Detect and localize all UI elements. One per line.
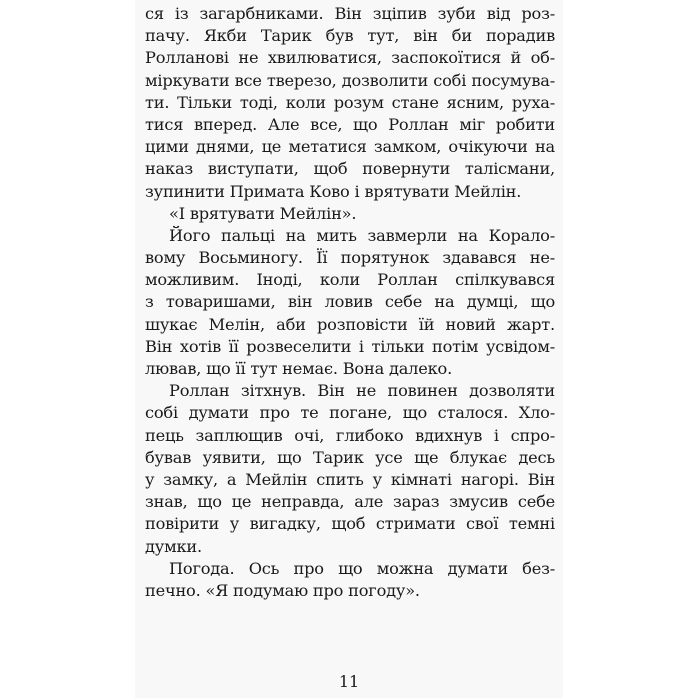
text-line: тися вперед. Але все, що Роллан міг робити [145, 114, 555, 134]
text-line: Ролланові не хвилюватися, заспокоїтися й об- [145, 48, 555, 68]
text-line: ся із загарбниками. Він зціпив зуби від роз- [145, 4, 555, 23]
text-line: цими днями, це метатися замком, очікуючи на [145, 137, 555, 157]
text-line: пець заплющив очі, глибоко вдихнув і спро- [145, 425, 555, 445]
text-line: Погода. Ось про що можна думати без- [169, 558, 555, 578]
text-line: можливим. Іноді, коли Роллан спілкувався [145, 270, 555, 290]
text-line: повірити у вигадку, щоб стримати свої темні [145, 514, 555, 534]
text-line: наказ виступати, щоб повернути талісмани, [145, 159, 555, 179]
text-line: думки. [145, 536, 202, 556]
text-line: пачу. Якби Тарик був тут, він би порадив [145, 26, 555, 46]
text-line: зупинити Примата Ково і врятувати Мейлін. [145, 181, 522, 201]
text-line: бував уявити, що Тарик усе ще блукає десь [145, 447, 555, 467]
text-line: печно. «Я подумаю про погоду». [145, 580, 420, 600]
text-line: з товаришами, він ловив себе на думці, що [145, 292, 555, 312]
text-line: Він хотів її розвеселити і тільки потім усвідом- [145, 336, 555, 356]
text-line: шукає Мелін, аби розповісти їй новий жарт. [145, 314, 555, 334]
text-line: «І врятувати Мейлін». [169, 203, 357, 223]
text-line: лював, що її тут немає. Вона далеко. [145, 359, 453, 378]
text-line: знав, що це неправда, але зараз змусив себе [145, 492, 555, 512]
text-line: у замку, а Мейлін спить у кімнаті нагорі. Він [145, 469, 555, 489]
text-line: ти. Тільки тоді, коли розум стане ясним, руха- [145, 92, 555, 112]
text-line: Роллан зітхнув. Він не повинен дозволяти [169, 381, 555, 401]
book-page [135, 0, 563, 698]
text-line: вому Восьминогу. Її порятунок здавався не- [145, 248, 555, 268]
text-line: Його пальці на мить завмерли на Корало- [169, 225, 555, 245]
text-line: міркувати все тверезо, дозволити собі посумува- [145, 70, 555, 90]
page-body-text [145, 3, 555, 602]
text-line: собі думати про те погане, що сталося. Хло- [145, 403, 555, 423]
page-number: 11 [338, 672, 360, 691]
